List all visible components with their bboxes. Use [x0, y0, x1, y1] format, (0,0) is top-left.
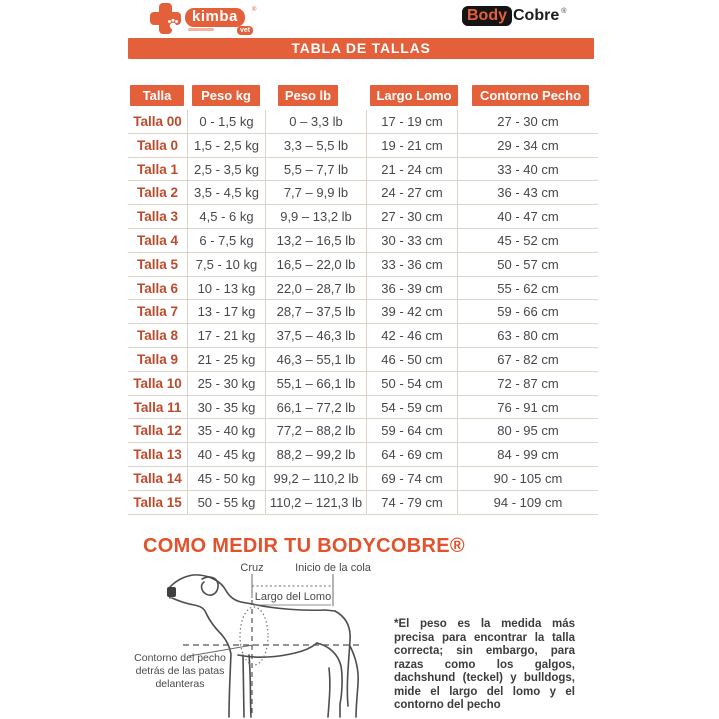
table-cell: 50 - 57 cm: [497, 256, 559, 272]
table-cell: 84 - 99 cm: [497, 447, 559, 463]
table-cell: 90 - 105 cm: [493, 470, 563, 486]
table-cell: 27 - 30 cm: [497, 114, 559, 129]
size-table-banner: TABLA DE TALLAS: [128, 38, 594, 59]
largo-lomo-label: Largo del Lomo: [254, 591, 332, 603]
table-cell: 42 - 46 cm: [367, 324, 458, 347]
table-cell: 25 - 30 kg: [188, 372, 266, 395]
table-row: [128, 229, 598, 253]
kimba-tagline: [188, 28, 214, 31]
table-cell: 50 - 54 cm: [367, 372, 458, 395]
table-cell: 2,5 - 3,5 kg: [188, 158, 266, 181]
bodycobre-registered-mark: ®: [561, 8, 567, 15]
kimba-wordmark: kimba: [185, 8, 245, 27]
table-cell: 37,5 – 46,3 lb: [266, 324, 367, 347]
kimba-vet-logo: [148, 2, 258, 38]
table-cell: 50 - 55 kg: [188, 491, 266, 514]
table-row: [128, 443, 598, 467]
table-cell: 74 - 79 cm: [367, 491, 458, 514]
table-cell: 22,0 – 28,7 lb: [266, 277, 367, 300]
size-label-cell: Talla 3: [128, 205, 188, 228]
bodycobre-body-wordmark: Body: [462, 6, 512, 26]
table-cell: 99,2 – 110,2 lb: [266, 467, 367, 490]
column-header-talla: Talla: [130, 85, 184, 106]
table-cell: 6 - 7,5 kg: [188, 229, 266, 252]
size-label-cell: Talla 11: [128, 396, 188, 419]
table-row: [128, 419, 598, 443]
table-cell: 13,2 – 16,5 lb: [266, 229, 367, 252]
table-cell: 77,2 – 88,2 lb: [266, 419, 367, 442]
table-cell: 46,3 – 55,1 lb: [266, 348, 367, 371]
column-header-peso-lb: Peso lb: [278, 85, 338, 106]
dog-nose: [167, 587, 176, 597]
table-row: [128, 253, 598, 277]
cruz-label: Cruz: [240, 562, 264, 574]
table-row: [128, 372, 598, 396]
kimba-vet-badge: vet: [237, 26, 253, 35]
table-row: [128, 396, 598, 420]
table-row: [128, 181, 598, 205]
table-row: [128, 158, 598, 182]
table-cell: 17 - 21 kg: [188, 324, 266, 347]
table-cell: 28,7 – 37,5 lb: [266, 300, 367, 323]
table-cell: 40 - 45 kg: [188, 443, 266, 466]
kimba-registered-mark: ®: [252, 7, 257, 13]
column-header-contorno-pecho: Contorno Pecho: [472, 85, 589, 106]
table-cell: 54 - 59 cm: [367, 396, 458, 419]
table-row: [128, 348, 598, 372]
table-cell: 63 - 80 cm: [497, 328, 559, 344]
table-cell: 110,2 – 121,3 lb: [266, 491, 367, 514]
table-cell: 16,5 – 22,0 lb: [266, 253, 367, 276]
table-row: [128, 110, 598, 134]
table-cell: 55 - 62 cm: [497, 280, 559, 296]
table-row: [128, 324, 598, 348]
table-cell: 59 - 66 cm: [497, 304, 559, 320]
table-cell: 72 - 87 cm: [497, 375, 559, 391]
size-label-cell: Talla 5: [128, 253, 188, 276]
table-cell: 3,3 – 5,5 lb: [266, 134, 367, 157]
size-label-cell: Talla 15: [128, 491, 188, 514]
table-cell: 9,9 – 13,2 lb: [266, 205, 367, 228]
kimba-cross-icon: [148, 2, 184, 36]
table-cell: 33 - 40 cm: [497, 161, 559, 177]
column-header-peso-kg: Peso kg: [192, 85, 260, 106]
table-cell: 7,7 – 9,9 lb: [266, 181, 367, 204]
table-cell: 40 - 47 cm: [497, 209, 559, 225]
table-cell: 0 – 3,3 lb: [266, 110, 367, 133]
table-cell: 1,5 - 2,5 kg: [188, 134, 266, 157]
table-row: [128, 134, 598, 158]
table-cell: 3,5 - 4,5 kg: [188, 181, 266, 204]
table-cell: 17 - 19 cm: [367, 110, 458, 133]
inicio-cola-label: Inicio de la cola: [295, 562, 371, 574]
size-label-cell: Talla 8: [128, 324, 188, 347]
size-table-body: [128, 110, 598, 515]
size-label-cell: Talla 13: [128, 443, 188, 466]
table-cell: 45 - 50 kg: [188, 467, 266, 490]
table-cell: 88,2 – 99,2 lb: [266, 443, 367, 466]
table-cell: 30 - 33 cm: [367, 229, 458, 252]
size-label-cell: Talla 14: [128, 467, 188, 490]
size-label-cell: Talla 2: [128, 181, 188, 204]
table-cell: 35 - 40 kg: [188, 419, 266, 442]
table-cell: 7,5 - 10 kg: [188, 253, 266, 276]
table-cell: 10 - 13 kg: [188, 277, 266, 300]
table-cell: 13 - 17 kg: [188, 300, 266, 323]
table-cell: 5,5 – 7,7 lb: [266, 158, 367, 181]
table-cell: 39 - 42 cm: [367, 300, 458, 323]
table-row: [128, 205, 598, 229]
table-cell: 64 - 69 cm: [367, 443, 458, 466]
table-row: [128, 491, 598, 515]
how-to-measure-title: COMO MEDIR TU BODYCOBRE®: [143, 535, 465, 557]
table-cell: 21 - 25 kg: [188, 348, 266, 371]
table-cell: 94 - 109 cm: [493, 494, 563, 510]
table-cell: 30 - 35 kg: [188, 396, 266, 419]
size-label-cell: Talla 7: [128, 300, 188, 323]
bodycobre-logo: [462, 6, 566, 26]
size-label-cell: Talla 1: [128, 158, 188, 181]
size-label-cell: Talla 0: [128, 134, 188, 157]
dog-measurement-diagram: [125, 556, 415, 719]
table-cell: 59 - 64 cm: [367, 419, 458, 442]
size-label-cell: Talla 10: [128, 372, 188, 395]
table-cell: 36 - 43 cm: [497, 185, 559, 201]
size-label-cell: Talla 4: [128, 229, 188, 252]
table-row: [128, 467, 598, 491]
table-cell: 55,1 – 66,1 lb: [266, 372, 367, 395]
table-cell: 29 - 34 cm: [497, 137, 559, 153]
size-label-cell: Talla 9: [128, 348, 188, 371]
table-cell: 36 - 39 cm: [367, 277, 458, 300]
contorno-pecho-label: Contorno del pecho detrás de las patas delanteras: [134, 652, 226, 690]
table-cell: 27 - 30 cm: [367, 205, 458, 228]
table-cell: 24 - 27 cm: [367, 181, 458, 204]
size-label-cell: Talla 12: [128, 419, 188, 442]
table-cell: 21 - 24 cm: [367, 158, 458, 181]
table-cell: 80 - 95 cm: [497, 423, 559, 439]
table-cell: 67 - 82 cm: [497, 351, 559, 367]
size-label-cell: Talla 00: [128, 110, 188, 133]
column-header-largo-lomo: Largo Lomo: [370, 85, 458, 106]
table-cell: 76 - 91 cm: [497, 399, 559, 415]
table-row: [128, 300, 598, 324]
table-cell: 33 - 36 cm: [367, 253, 458, 276]
table-cell: 69 - 74 cm: [367, 467, 458, 490]
bodycobre-cobre-wordmark: Cobre: [513, 7, 560, 24]
table-cell: 46 - 50 cm: [367, 348, 458, 371]
table-cell: 0 - 1,5 kg: [188, 110, 266, 133]
size-label-cell: Talla 6: [128, 277, 188, 300]
table-cell: 4,5 - 6 kg: [188, 205, 266, 228]
table-cell: 66,1 – 77,2 lb: [266, 396, 367, 419]
table-row: [128, 277, 598, 301]
weight-note: *El peso es la medida más precisa para encontrar la talla correcta; sin embargo, para razas como los galgos, dachshund (teckel) y bulldogs, mide el largo del lomo y el contorno del pecho: [394, 618, 575, 711]
table-cell: 19 - 21 cm: [367, 134, 458, 157]
chest-girth-ellipse: [240, 607, 268, 665]
table-cell: 45 - 52 cm: [497, 232, 559, 248]
